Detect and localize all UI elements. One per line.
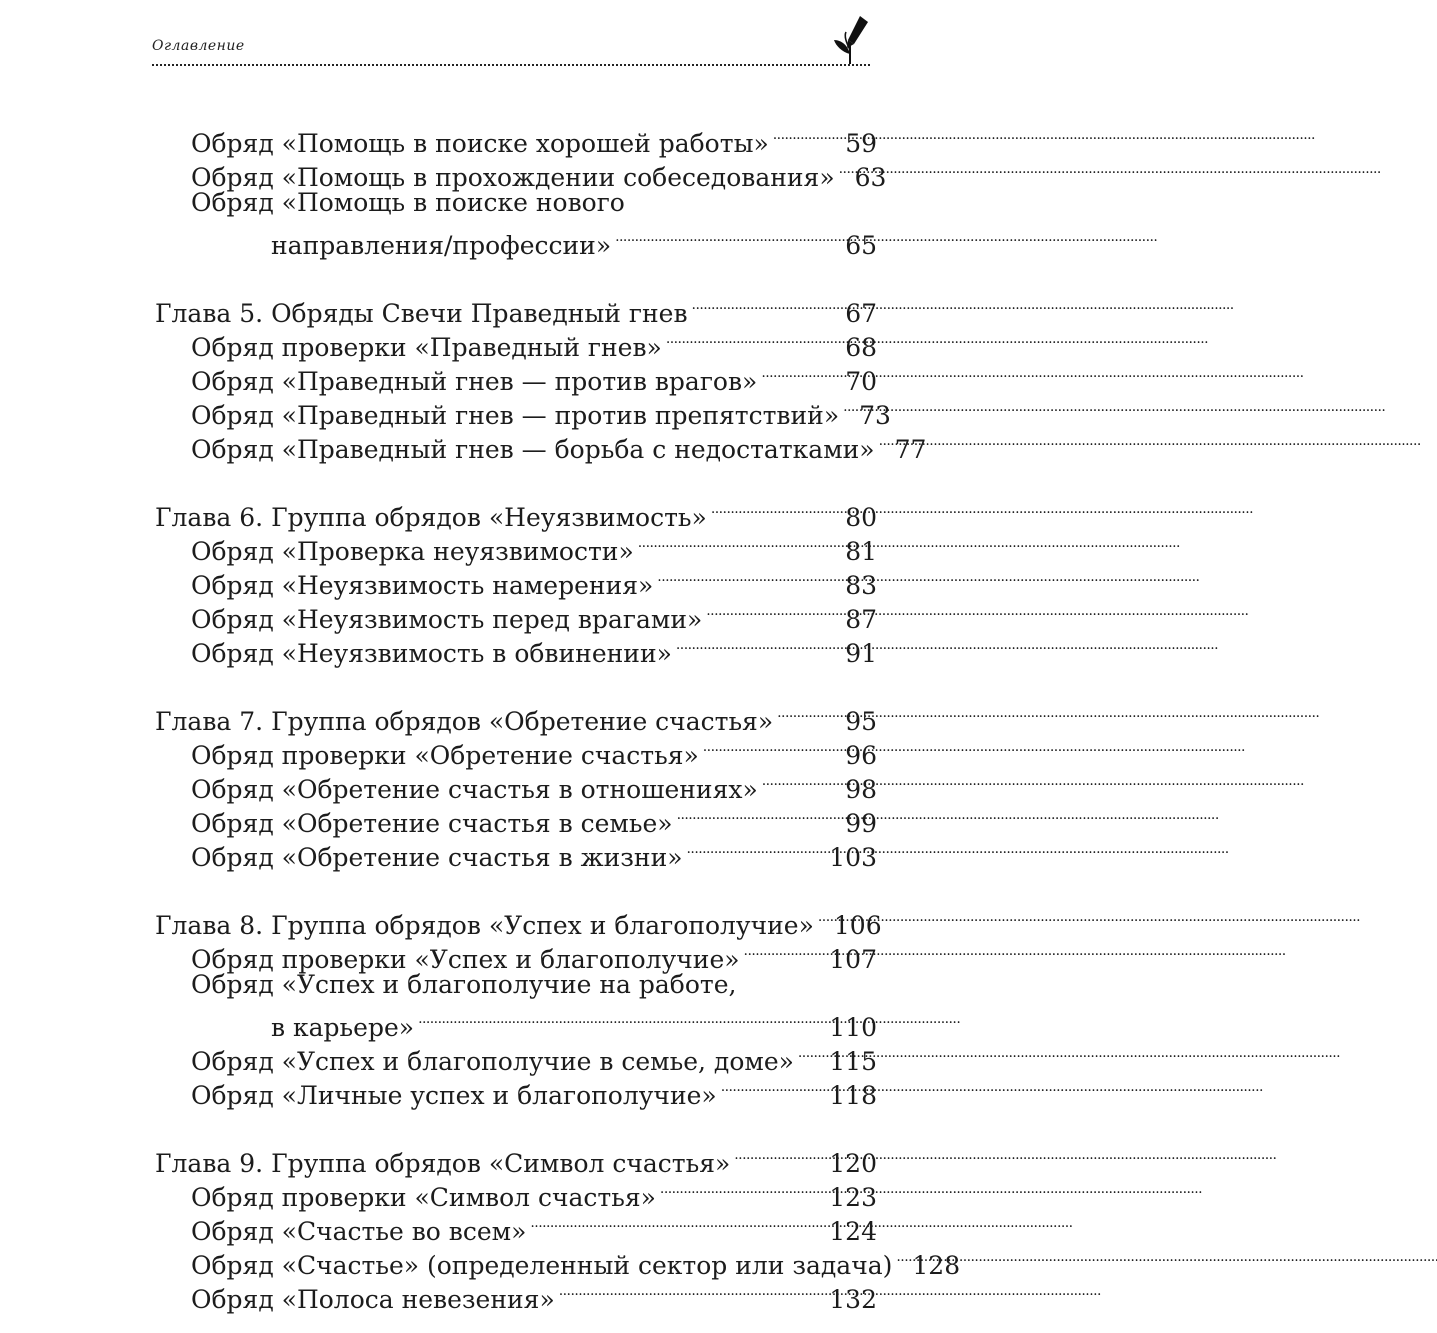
toc-entry-title: Обряд «Праведный гнев — против врагов» [191, 367, 758, 396]
toc-page-number: 65 [845, 231, 877, 260]
toc-page-number: 98 [845, 775, 877, 804]
toc-entry-title: Обряд «Неуязвимость перед врагами» [191, 605, 703, 634]
dot-leader [706, 594, 841, 628]
toc-page-number: 118 [829, 1081, 877, 1110]
toc-entry-title: Глава 8. Группа обрядов «Успех и благополучие» [155, 911, 814, 940]
dot-leader [777, 696, 841, 730]
toc-page-number: 103 [829, 843, 877, 872]
dot-leader [660, 1172, 825, 1206]
toc-page-number: 95 [845, 707, 877, 736]
toc-chapter-line [155, 288, 877, 328]
toc-page-number: 132 [829, 1285, 877, 1314]
toc-entry-line [155, 220, 877, 260]
toc-page-number: 115 [829, 1047, 877, 1076]
toc-entry-title: Обряд «Праведный гнев — борьба с недостатками» [191, 435, 875, 464]
dot-leader [530, 1206, 825, 1240]
toc-page-number: 96 [845, 741, 877, 770]
toc-page-number: 128 [912, 1251, 961, 1280]
toc-entry-title: Обряд «Личные успех и благополучие» [191, 1081, 717, 1110]
toc-entry-title: Обряд проверки «Успех и благополучие» [191, 945, 740, 974]
toc-page-number: 106 [833, 911, 882, 940]
dot-leader [615, 220, 841, 254]
dot-leader [703, 730, 841, 764]
dot-leader [762, 764, 841, 798]
toc-chapter-line [155, 492, 877, 532]
table-of-contents [155, 118, 961, 1314]
toc-page-number: 80 [845, 503, 877, 532]
toc-entry-title: Обряд проверки «Обретение счастья» [191, 741, 699, 770]
toc-entry-title: Обряд проверки «Символ счастья» [191, 1183, 656, 1212]
header-dotted-rule [152, 64, 870, 66]
sprout-pencil-icon [830, 14, 870, 66]
toc-page-number: 63 [854, 163, 887, 192]
toc-chapter-line [155, 696, 877, 736]
toc-page-number: 124 [829, 1217, 877, 1246]
toc-page-number: 70 [845, 367, 877, 396]
toc-entry-title: Обряд «Неуязвимость намерения» [191, 571, 654, 600]
toc-entry-title: Обряд «Помощь в поиске хорошей работы» [191, 129, 769, 158]
toc-entry-title: Обряд «Обретение счастья в отношениях» [191, 775, 758, 804]
running-header-title: Оглавление [152, 38, 245, 54]
toc-entry-title: Глава 6. Группа обрядов «Неуязвимость» [155, 503, 707, 532]
toc-page-number: 120 [829, 1149, 877, 1178]
toc-page-number: 87 [845, 605, 877, 634]
dot-leader [418, 1002, 825, 1036]
dot-leader [734, 1138, 825, 1172]
dot-leader [657, 560, 841, 594]
dot-leader [559, 1274, 826, 1308]
toc-page-number: 68 [845, 333, 877, 362]
toc-page-number: 99 [845, 809, 877, 838]
toc-page-number: 77 [894, 435, 927, 464]
toc-page-number: 91 [845, 639, 877, 668]
toc-page-number: 73 [859, 401, 891, 430]
dot-leader [666, 322, 841, 356]
toc-entry-title: Обряд «Проверка неуязвимости» [191, 537, 634, 566]
toc-page-number: 123 [829, 1183, 877, 1212]
toc-entry-title: Обряд «Помощь в прохождении собеседования» [191, 163, 835, 192]
toc-entry-title: Обряд «Счастье во всем» [191, 1217, 527, 1246]
toc-entry-title: Обряд «Полоса невезения» [191, 1285, 555, 1314]
dot-leader [798, 1036, 825, 1070]
toc-entry-title: Глава 7. Группа обрядов «Обретение счастья» [155, 707, 774, 736]
dot-leader [692, 288, 842, 322]
toc-entry-title: Обряд проверки «Праведный гнев» [191, 333, 662, 362]
dot-leader [761, 356, 841, 390]
toc-entry-title: Обряд «Обретение счастья в жизни» [191, 843, 683, 872]
toc-entry-title: Обряд «Помощь в поиске нового [191, 188, 625, 217]
toc-entry-title: Обряд «Счастье» (определенный сектор или задача) [191, 1251, 893, 1280]
toc-page-number: 81 [845, 537, 877, 566]
toc-page-number: 83 [845, 571, 877, 600]
toc-chapter-line [155, 900, 882, 940]
toc-chapter-line [155, 1138, 877, 1178]
toc-entry-line [155, 118, 877, 158]
dot-leader [773, 118, 841, 152]
dot-leader [638, 526, 841, 560]
dot-leader [818, 900, 830, 934]
toc-entry-title: в карьере» [271, 1013, 415, 1042]
dot-leader [744, 934, 826, 968]
toc-entry-title: Обряд «Неуязвимость в обвинении» [191, 639, 672, 668]
toc-page-number: 110 [829, 1013, 877, 1042]
toc-entry-title: Обряд «Праведный гнев — против препятствий» [191, 401, 840, 430]
dot-leader [687, 832, 826, 866]
toc-entry-line [155, 1002, 877, 1042]
dot-leader [721, 1070, 826, 1104]
dot-leader [676, 628, 841, 662]
dot-leader [677, 798, 842, 832]
toc-entry-line [155, 968, 877, 1002]
dot-leader [896, 1240, 908, 1274]
running-header [152, 34, 870, 74]
dot-leader [843, 390, 855, 424]
toc-entry-title: Обряд «Успех и благополучие в семье, доме» [191, 1047, 794, 1076]
toc-entry-title: Обряд «Успех и благополучие на работе, [191, 970, 737, 999]
toc-page-number: 67 [845, 299, 877, 328]
toc-entry-title: направления/профессии» [271, 231, 612, 260]
toc-entry-title: Обряд «Обретение счастья в семье» [191, 809, 673, 838]
toc-page-number: 59 [845, 129, 877, 158]
toc-entry-title: Глава 5. Обряды Свечи Праведный гнев [155, 299, 688, 328]
toc-page-number: 107 [829, 945, 877, 974]
toc-entry-title: Глава 9. Группа обрядов «Символ счастья» [155, 1149, 731, 1178]
dot-leader [711, 492, 841, 526]
dot-leader [879, 424, 891, 458]
toc-entry-line [155, 1036, 877, 1076]
dot-leader [839, 152, 851, 186]
